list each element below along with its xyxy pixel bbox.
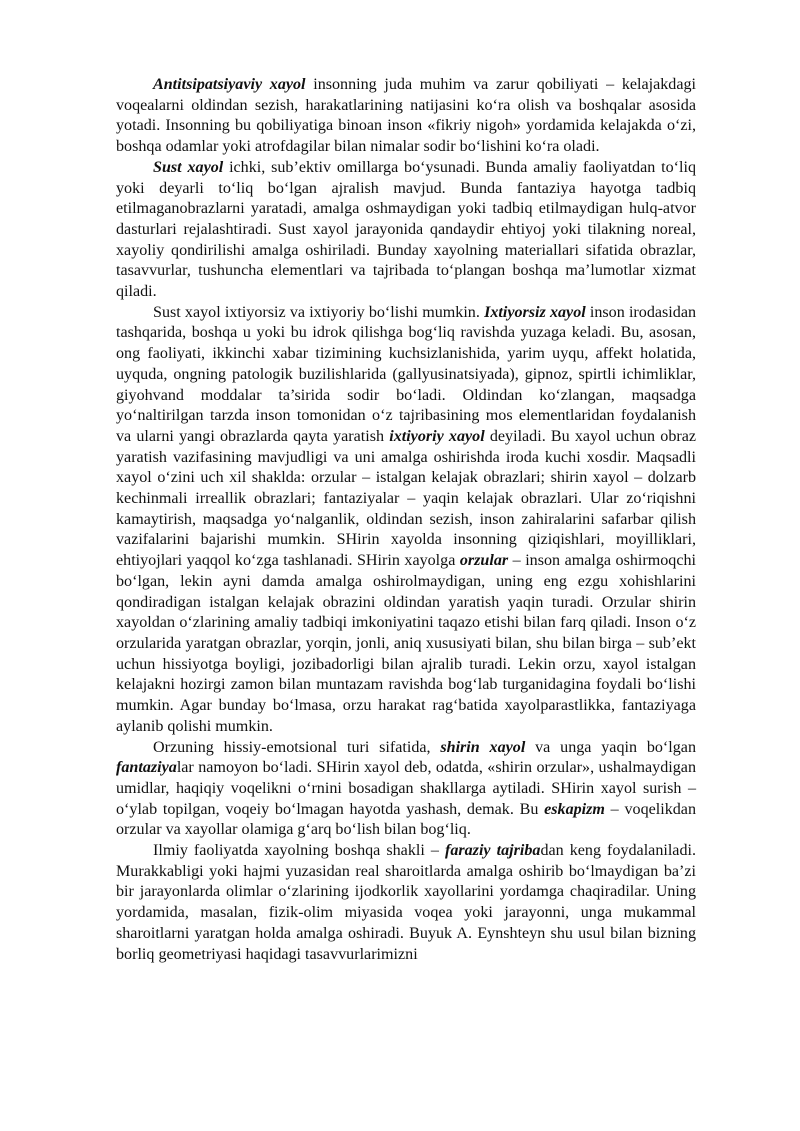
paragraph-text: – inson amalga oshirmoqchi bo‘lgan, lekin ayni damda amalga oshirolmaydigan, uning eng ezgu xohishlarini qondiradigan istalgan kelajak obrazini oldindan yaratish yaqin turadi. Orzular shirin xayoldan o‘zlarining amaliy tadbiqi imkoniyatini taqazo etishi bilan farq qiladi. Inson o‘z orzularida yaratgan obrazlar, yorqin, jonli, aniq xususiyati bilan, shu bilan birga – sub’ekt uchun hissiyotga boyligi, jozibadorligi bilan ajralib turadi. Lekin orzu, xayol istalgan kelajakni hozirgi zamon bilan muntazam ravishda bog‘lab turganidagina foydali bo‘lishi mumkin. Agar bunday bo‘lmasa, orzu harakat rag‘batida xayolparastlikka, fantaziyaga aylanib qolishi mumkin. (116, 552, 696, 735)
key-term: Ixtiyorsiz xayol (484, 303, 586, 321)
key-term: fantaziya (116, 759, 177, 777)
paragraph-text: – voqelikdan orzular va xayollar olamiga g‘arq bo‘lish bilan bog‘liq. (116, 800, 696, 839)
key-term: orzular (459, 552, 509, 570)
paragraph (116, 303, 696, 738)
key-term: Antitsipatsiyaviy xayol (153, 76, 306, 93)
paragraph-text: deyiladi. Bu xayol uchun obraz yaratish vazifasining mavjudligi va uni amalga oshirishda iroda kuchi xosdir. Maqsadli xayol o‘zini uch xil shaklda: orzular – istalgan kelajak obrazlari; shirin xayol – dolzarb kechinmali irreallik obrazlari; fantaziyalar – yaqin kelajak obrazlari. Ular zo‘riqishni kamaytirish, maqsadga yo‘nalganlik, oldindan sezish, inson zahiralarini safarbar qilish vazifalarini bajarishi mumkin. SHirin xayolda insonning qiziqishlari, moyilliklari, ehtiyojlari yaqqol ko‘zga tashlanadi. SHirin xayolga (116, 427, 697, 570)
key-term: Sust xayol (153, 158, 224, 176)
paragraph-text: Ilmiy faoliyatda xayolning boshqa shakli – (153, 842, 445, 860)
paragraph (116, 75, 696, 158)
key-term: shirin xayol (440, 738, 526, 756)
paragraph-text: va unga yaqin bo‘lgan (525, 738, 696, 756)
paragraph-text: ichki, sub’ektiv omillarga bo‘ysunadi. Bunda amaliy faoliyatdan to‘liq yoki deyarli to‘liq bo‘lgan ajralish mavjud. Bunda fantaziya hayotga tadbiq etilmaganobrazlarni yaratadi, amalga oshmaydigan yoki tadbiq etilmaydigan hulq-atvor dasturlari rejalashtiradi. Sust xayol jarayonida qandaydir ehtiyoj yoki tilakning noreal, xayoliy qondirilishi amalga oshiriladi. Bunday xayolning materiallari sifatida obrazlar, tasavvurlar, tushuncha elementlari va tajribada to‘plangan boshqa ma’lumotlar xizmat qiladi. (116, 158, 696, 301)
paragraph (116, 841, 696, 965)
paragraph-text: insonning juda muhim va zarur qobiliyati – kelajakdagi voqealarni oldindan sezish, harakatlarining natijasini ko‘ra olish va boshqalar asosida yotadi. Insonning bu qobiliyatiga binoan inson «fikriy nigoh» yordamida kelajakda o‘zi, boshqa odamlar yoki atrofdagilar bilan nimalar sodir bo‘lishini ko‘ra oladi. (116, 76, 696, 156)
paragraph-text: lar namoyon bo‘ladi. SHirin xayol deb, odatda, «shirin orzular», ushalmaydigan umidlar, haqiqiy voqelikni o‘rnini bosadigan shakllarga aytiladi. SHirin xayol surish – o‘ylab topilgan, voqeiy bo‘lmagan hayotda yashash, demak. Bu (116, 759, 696, 818)
paragraph-text: dan keng foydalaniladi. Murakkabligi yoki hajmi yuzasidan real sharoitlarda amalga oshirib bo‘lmaydigan ba’zi bir jarayonlarda olimlar o‘zlarining ijodkorlik xayollarini yordamga chaqiradilar. Uning yordamida, masalan, fizik-olim miyasida voqea yoki jarayonni, unga mukammal sharoitlarni yaratgan holda amalga oshiradi. Buyuk A. Eynshteyn shu usul bilan bizning borliq geometriyasi haqidagi tasavvurlarimizni (116, 842, 696, 963)
document-page (116, 75, 696, 965)
key-term: ixtiyoriy xayol (389, 427, 485, 445)
paragraph (116, 158, 696, 303)
paragraph-text: Orzuning hissiy-emotsional turi sifatida, (153, 738, 441, 756)
paragraph (116, 738, 696, 842)
paragraph-text: inson irodasidan tashqarida, boshqa u yoki bu idrok qilishga bog‘liq ravishda yuzaga keladi. Bu, asosan, ong faoliyati, ikkinchi xabar tizimining kuchsizlanishida, yarim uyqu, affekt holatida, uyquda, ongning patologik buzilishlarida (gallyusinatsiyada), gipnoz, spirtli ichimliklar, giyohvand moddalar ta’sirida sodir bo‘ladi. Oldindan ko‘zlangan, maqsadga yo‘naltirilgan tarzda inson tomonidan o‘z tajribasining mos elementlaridan foydalanish va ularni yangi obrazlarda qayta yaratish (116, 303, 697, 445)
key-term: faraziy tajriba (444, 842, 541, 860)
paragraph-text: Sust xayol ixtiyorsiz va ixtiyoriy bo‘lishi mumkin. (153, 303, 485, 321)
key-term: eskapizm (544, 800, 605, 818)
